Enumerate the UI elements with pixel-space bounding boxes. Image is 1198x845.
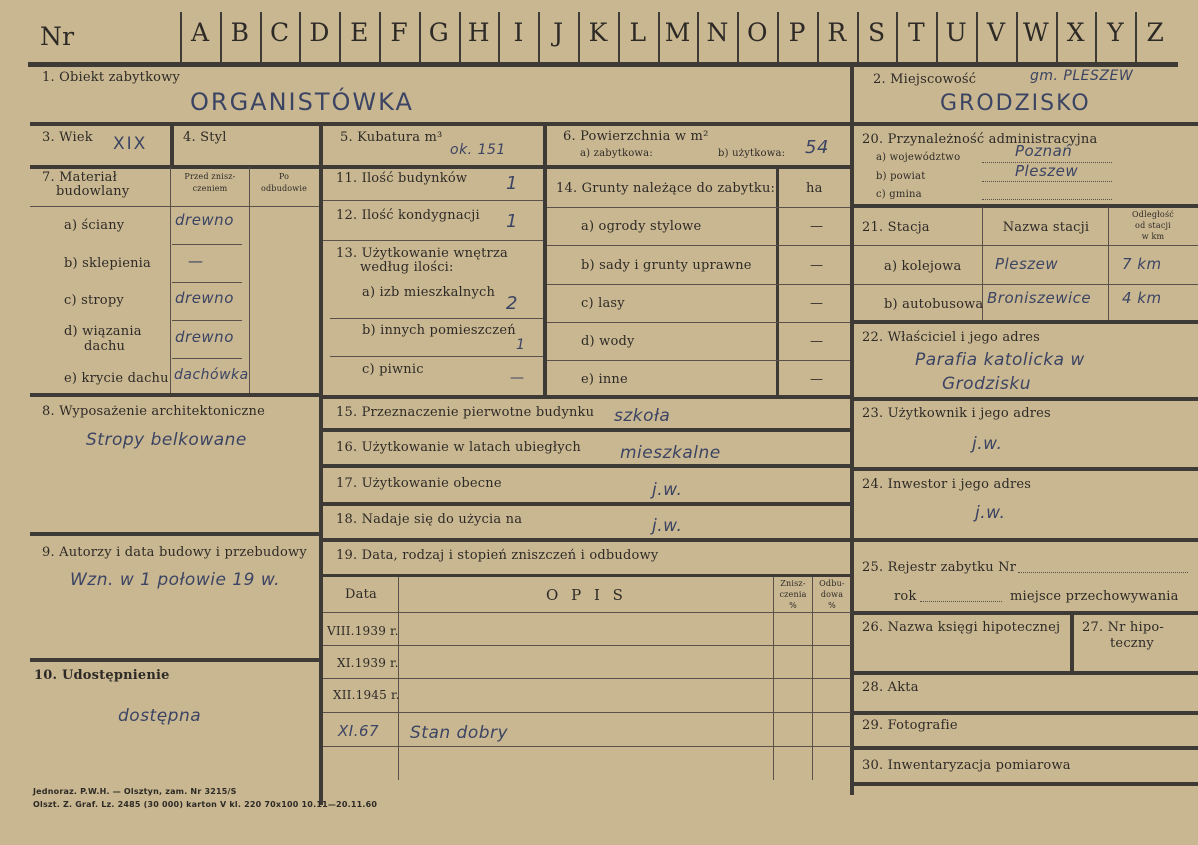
hline-13a (330, 318, 543, 319)
field12-value: 1 (506, 211, 518, 232)
rule-7-bottom (30, 393, 320, 397)
letter-separator (339, 12, 341, 62)
field20-b-value: Pleszew (1015, 162, 1079, 180)
letter-p: P (788, 18, 806, 47)
hline-19-r4 (323, 746, 851, 747)
field1-value: ORGANISTÓWKA (190, 88, 414, 116)
field22-value2: Grodzisku (942, 374, 1031, 394)
field21-a-dist: 7 km (1122, 255, 1162, 273)
field19-col-rebuild1: Odbu- (819, 579, 845, 588)
hline-19-r2 (323, 678, 851, 679)
letter-u: U (945, 18, 967, 47)
hline-14-head (547, 207, 850, 208)
field19-col-rebuild3: % (828, 601, 836, 610)
rule-1 (30, 122, 850, 126)
hline-13b (330, 356, 543, 357)
field25-label: 25. Rejestr zabytku Nr (862, 560, 1017, 575)
field14-row-c: c) lasy (581, 296, 625, 311)
field14-unit: ha (806, 181, 823, 196)
letter-separator (1056, 12, 1058, 62)
letter-e: E (350, 18, 369, 47)
field19-col-destr1: Znisz- (780, 579, 806, 588)
letter-k: K (588, 18, 608, 47)
sep-5-6 (543, 125, 547, 167)
dash-7b (172, 282, 242, 283)
rule-9 (30, 658, 320, 662)
hline-19-r3 (323, 712, 851, 713)
letter-separator (817, 12, 819, 62)
field14-row-b-value: — (810, 258, 824, 273)
rule-15 (323, 428, 851, 432)
letter-separator (419, 12, 421, 62)
letter-separator (180, 12, 182, 62)
field14-row-a-value: — (810, 219, 824, 234)
hline-14a (547, 245, 850, 246)
letter-separator (857, 12, 859, 62)
letter-separator (618, 12, 620, 62)
rule-28 (854, 711, 1198, 715)
field24-label: 24. Inwestor i jego adres (862, 477, 1032, 492)
dots-25 (1018, 572, 1188, 573)
field19-row-1-date: VIII.1939 r. (327, 624, 399, 638)
rule-27 (854, 671, 1198, 675)
field7-row-d-label1: d) wiązania (64, 324, 142, 339)
field14-row-b: b) sady i grunty uprawne (581, 258, 752, 273)
field7-col-before1: Przed znisz- (184, 172, 236, 181)
field21-b: b) autobusowa (884, 297, 984, 312)
hline-19-head (323, 612, 851, 613)
footer-line1: Jednoraz. P.W.H. — Olsztyn, zam. Nr 3215/S (33, 787, 237, 796)
letter-separator (777, 12, 779, 62)
dash-7d (172, 358, 242, 359)
letter-g: G (428, 18, 449, 47)
field15-label: 15. Przeznaczenie pierwotne budynku (336, 405, 595, 420)
field23-value: j.w. (972, 434, 1003, 454)
letter-i: I (513, 18, 524, 47)
letter-x: X (1066, 18, 1085, 47)
field21-b-name: Broniszewice (987, 289, 1092, 307)
field13-a: a) izb mieszkalnych (362, 285, 496, 300)
letter-separator (498, 12, 500, 62)
field7-label1: 7. Materiał (42, 170, 118, 185)
field6-a: a) zabytkowa: (580, 148, 653, 159)
letter-separator (1095, 12, 1097, 62)
letter-separator (220, 12, 222, 62)
field20-c: c) gmina (876, 189, 922, 200)
dots-25-rok (920, 601, 1002, 602)
field13-a-value: 2 (506, 293, 518, 314)
field7-row-d-label2: dachu (84, 339, 126, 354)
field19-row-2-date: XI.1939 r. (337, 656, 399, 670)
field24-value: j.w. (975, 503, 1006, 523)
field21-a: a) kolejowa (884, 259, 962, 274)
rule-25 (854, 611, 1198, 615)
field13-label1: 13. Użytkowanie wnętrza (336, 246, 508, 261)
field7-row-a-value: drewno (175, 211, 234, 229)
letter-h: H (467, 18, 490, 47)
field13-c: c) piwnic (362, 362, 424, 377)
vline-7b (249, 167, 250, 395)
rule-8 (30, 532, 320, 536)
field14-row-d: d) wody (581, 334, 635, 349)
field4-label: 4. Styl (183, 130, 227, 145)
field14-row-e-value: — (810, 372, 824, 387)
vline-7a (170, 167, 171, 395)
field17-value: j.w. (652, 480, 683, 500)
rule-14-bottom (323, 395, 851, 399)
rule-16 (323, 464, 851, 468)
field9-value: Wzn. w 1 połowie 19 w. (70, 570, 281, 590)
field14-row-e: e) inne (581, 372, 628, 387)
hline-12 (323, 240, 543, 241)
field7-row-a-label: a) ściany (64, 218, 125, 233)
rule-3 (30, 165, 850, 169)
field2-label: 2. Miejscowość (873, 72, 977, 87)
letter-m: M (664, 18, 691, 47)
field27-label1: 27. Nr hipo- (1082, 620, 1164, 635)
letter-j: J (553, 18, 564, 47)
letter-w: W (1022, 18, 1049, 47)
letter-separator (299, 12, 301, 62)
field16-label: 16. Użytkowanie w latach ubiegłych (336, 440, 581, 455)
letter-z: Z (1146, 18, 1164, 47)
sep-3-4 (170, 125, 174, 167)
rule-20 (854, 204, 1198, 208)
field15-value: szkoła (614, 406, 671, 426)
field19-row-4-desc: Stan dobry (410, 723, 509, 743)
field23-label: 23. Użytkownik i jego adres (862, 406, 1051, 421)
letter-y: Y (1107, 18, 1124, 47)
field7-label2: budowlany (56, 184, 130, 199)
field19-label: 19. Data, rodzaj i stopień zniszczeń i odbudowy (336, 548, 659, 563)
letter-t: T (908, 18, 925, 47)
field16-value: mieszkalne (620, 443, 721, 463)
field7-row-d-value: drewno (175, 328, 234, 346)
field7-row-e-label: e) krycie dachu (64, 371, 169, 386)
hline-21-head (854, 245, 1198, 246)
field30-label: 30. Inwentaryzacja pomiarowa (862, 758, 1071, 773)
field21-col-name: Nazwa stacji (1002, 220, 1090, 235)
field7-col-before2: czeniem (192, 184, 228, 193)
field6-b: b) użytkowa: (718, 148, 786, 159)
hline-14b (547, 284, 850, 285)
field19-col-destr3: % (789, 601, 797, 610)
field5-label: 5. Kubatura m³ (340, 130, 443, 145)
letter-separator (260, 12, 262, 62)
hline-7 (30, 206, 319, 207)
field22-value1: Parafia katolicka w (915, 350, 1085, 370)
field7-row-c-value: drewno (175, 289, 234, 307)
letter-c: C (270, 18, 290, 47)
letter-separator (697, 12, 699, 62)
field1-label: 1. Obiekt zabytkowy (42, 70, 181, 85)
letter-separator (976, 12, 978, 62)
field6-label: 6. Powierzchnia w m² (563, 129, 709, 144)
letter-separator (578, 12, 580, 62)
field17-label: 17. Użytkowanie obecne (336, 476, 502, 491)
letter-l: L (629, 18, 647, 47)
header-rule (28, 62, 1178, 67)
letter-separator (459, 12, 461, 62)
field9-label: 9. Autorzy i data budowy i przebudowy (42, 545, 307, 560)
field29-label: 29. Fotografie (862, 718, 958, 733)
field20-a-value: Poznań (1015, 142, 1073, 160)
letter-f: F (390, 18, 408, 47)
field7-col-after2: odbudowie (260, 184, 308, 193)
rule-2 (854, 122, 1198, 126)
field8-label: 8. Wyposażenie architektoniczne (42, 404, 265, 419)
field13-c-value: — (510, 370, 525, 386)
field12-label: 12. Ilość kondygnacji (336, 208, 480, 223)
letter-o: O (746, 18, 768, 47)
hline-14c (547, 322, 850, 323)
rule-17 (323, 502, 851, 506)
field22-label: 22. Właściciel i jego adres (862, 330, 1041, 345)
field7-col-after1: Po (278, 172, 290, 181)
rule-30 (854, 782, 1198, 786)
letter-separator (379, 12, 381, 62)
rule-19-head (323, 574, 851, 577)
field21-col-dist1: Odległość (1132, 210, 1174, 219)
field19-col-rebuild2: dowa (820, 590, 844, 599)
field14-row-a: a) ogrody stylowe (581, 219, 702, 234)
letter-d: D (309, 18, 330, 47)
field21-label: 21. Stacja (862, 220, 930, 235)
field3-value: XIX (113, 134, 148, 154)
footer-line2: Olszt. Z. Graf. Lz. 2485 (30 000) karton V kl. 220 70x100 10.11—20.11.60 (33, 800, 378, 809)
hline-19-r1 (323, 645, 851, 646)
sep-26-27 (1070, 613, 1074, 673)
rule-22 (854, 397, 1198, 401)
field7-row-b-label: b) sklepienia (64, 256, 151, 271)
field19-col-destr2: czenia (779, 590, 807, 599)
dots-20b (982, 181, 1112, 182)
dots-20c (982, 199, 1112, 200)
letter-separator (658, 12, 660, 62)
field20-label: 20. Przynależność administracyjna (862, 132, 1098, 147)
dash-7a (172, 244, 242, 245)
field21-col-dist3: w km (1141, 232, 1165, 241)
field26-label: 26. Nazwa księgi hipotecznej (862, 620, 1061, 635)
nr-label: Nr (40, 22, 75, 51)
field13-b-value: 1 (516, 337, 526, 353)
hline-11 (323, 200, 543, 201)
hline-14d (547, 360, 850, 361)
field21-col-dist2: od stacji (1135, 221, 1171, 230)
field13-label2: według ilości: (360, 260, 454, 275)
field14-row-c-value: — (810, 296, 824, 311)
field14-label: 14. Grunty należące do zabytku: (556, 181, 776, 196)
field18-label: 18. Nadaje się do użycia na (336, 512, 523, 527)
field7-row-e-value: dachówka (174, 367, 249, 383)
vline-21b (1108, 207, 1109, 320)
rule-18 (323, 538, 851, 542)
field3-label: 3. Wiek (42, 130, 93, 145)
field7-row-c-label: c) stropy (64, 293, 124, 308)
letter-separator (1135, 12, 1137, 62)
field25-rok: rok (894, 589, 917, 604)
letter-n: N (706, 18, 729, 47)
field2-note: gm. PLESZEW (1030, 68, 1134, 84)
field21-a-name: Pleszew (995, 255, 1059, 273)
field28-label: 28. Akta (862, 680, 919, 695)
field2-value: GRODZISKO (940, 91, 1091, 116)
field5-value: ok. 151 (450, 142, 506, 158)
letter-s: S (868, 18, 886, 47)
field10-value: dostępna (118, 706, 202, 726)
rule-21 (854, 320, 1198, 324)
field19-row-3-date: XII.1945 r. (333, 688, 400, 702)
letter-v: V (986, 18, 1006, 47)
hline-21a (854, 284, 1198, 285)
field21-b-dist: 4 km (1122, 289, 1162, 307)
letter-separator (737, 12, 739, 62)
field25-place: miejsce przechowywania (1010, 589, 1179, 604)
field19-col-desc: O P I S (546, 586, 627, 604)
field8-value: Stropy belkowane (86, 430, 247, 450)
field7-row-b-value: — (188, 252, 204, 270)
field11-label: 11. Ilość budynków (336, 171, 468, 186)
field10-label: 10. Udostępnienie (34, 668, 170, 683)
field20-b: b) powiat (876, 171, 926, 182)
field18-value: j.w. (652, 516, 683, 536)
rule-24 (854, 538, 1198, 542)
rule-29 (854, 746, 1198, 750)
field14-row-d-value: — (810, 334, 824, 349)
dash-7c (172, 320, 242, 321)
letter-separator (896, 12, 898, 62)
letter-a: A (190, 18, 210, 47)
field19-row-4-date: XI.67 (338, 722, 380, 740)
field20-a: a) województwo (876, 152, 961, 163)
field27-label2: teczny (1110, 636, 1154, 651)
field19-col-date: Data (345, 587, 377, 602)
letter-b: B (230, 18, 249, 47)
field6-b-value: 54 (805, 137, 829, 158)
letter-separator (936, 12, 938, 62)
letter-r: R (827, 18, 847, 47)
letter-separator (1016, 12, 1018, 62)
rule-23 (854, 467, 1198, 471)
letter-separator (538, 12, 540, 62)
field13-b: b) innych pomieszczeń (362, 323, 516, 338)
field11-value: 1 (506, 173, 518, 194)
